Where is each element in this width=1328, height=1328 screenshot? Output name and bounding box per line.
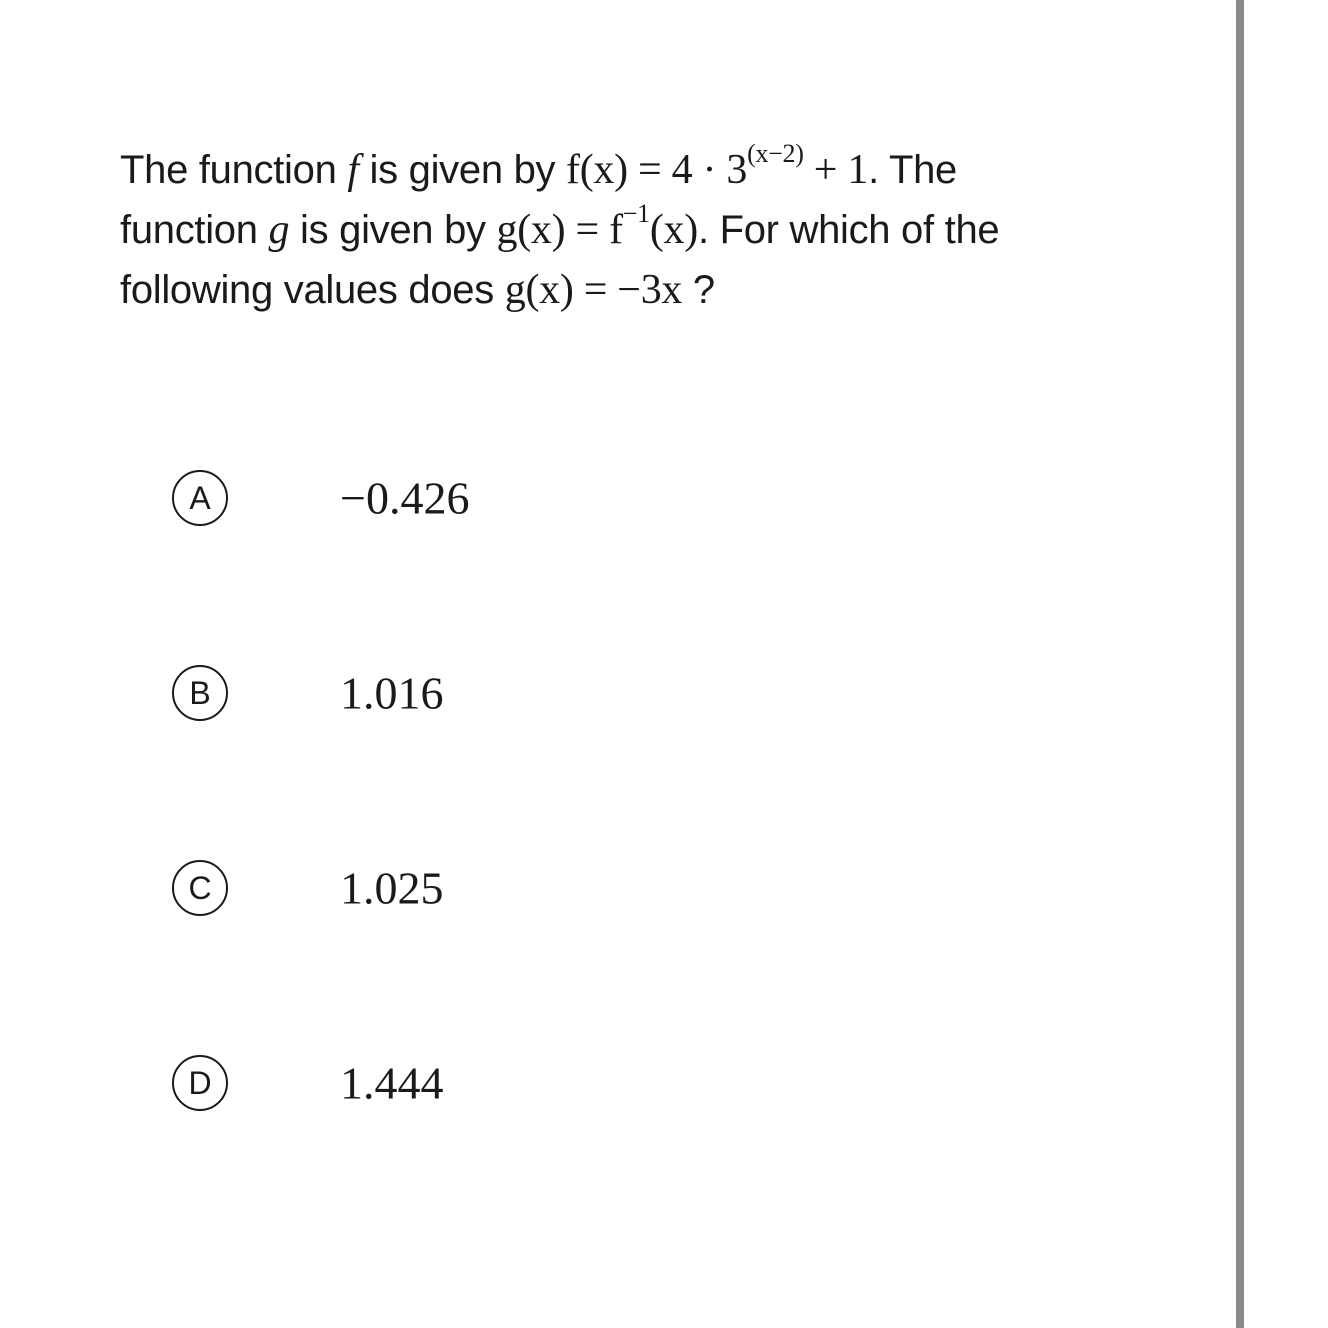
math-expression bbox=[505, 267, 682, 313]
choice-d[interactable] bbox=[172, 1053, 444, 1113]
choice-c[interactable] bbox=[172, 858, 444, 918]
math-expression bbox=[347, 147, 358, 193]
question-text-segment: following values does bbox=[120, 268, 505, 312]
question-line-2 bbox=[120, 200, 1210, 260]
math-symbol: g(x) = f bbox=[496, 207, 623, 253]
math-symbol: g bbox=[268, 207, 290, 253]
question-text-segment: function bbox=[120, 208, 269, 252]
math-expression bbox=[269, 207, 290, 253]
question-text bbox=[120, 140, 1210, 320]
math-exponent: (x−2) bbox=[747, 139, 804, 168]
right-divider bbox=[1236, 0, 1244, 1328]
choice-d-letter-badge[interactable]: D bbox=[172, 1055, 228, 1111]
choice-b-value: 1.016 bbox=[340, 667, 444, 719]
question-text-segment: is given by bbox=[289, 208, 497, 252]
question-line-3 bbox=[120, 260, 1210, 320]
question-text-segment: The function bbox=[120, 148, 348, 192]
question-text-segment: . The bbox=[868, 148, 958, 192]
choice-c-letter-badge[interactable]: C bbox=[172, 860, 228, 916]
math-expression bbox=[566, 139, 869, 193]
choice-b-letter-badge[interactable]: B bbox=[172, 665, 228, 721]
math-symbol: + 1 bbox=[803, 147, 869, 193]
math-symbol: (x) bbox=[649, 207, 698, 253]
choice-a-letter-badge[interactable]: A bbox=[172, 470, 228, 526]
math-exponent: −1 bbox=[622, 199, 650, 228]
math-symbol: f(x) = 4 · 3 bbox=[566, 147, 748, 193]
math-symbol: f bbox=[347, 147, 359, 193]
question-line-1 bbox=[120, 140, 1210, 200]
math-expression bbox=[496, 199, 698, 253]
question-text-segment: is given by bbox=[358, 148, 567, 192]
choice-a[interactable] bbox=[172, 468, 470, 528]
choice-a-value: −0.426 bbox=[340, 472, 470, 524]
question-text-segment: . For which of the bbox=[697, 208, 1000, 252]
choice-c-value: 1.025 bbox=[340, 862, 444, 914]
choice-d-value: 1.444 bbox=[340, 1057, 444, 1109]
math-symbol: g(x) = −3x bbox=[504, 267, 683, 313]
question-text-segment: ? bbox=[682, 268, 715, 312]
choice-b[interactable] bbox=[172, 663, 444, 723]
